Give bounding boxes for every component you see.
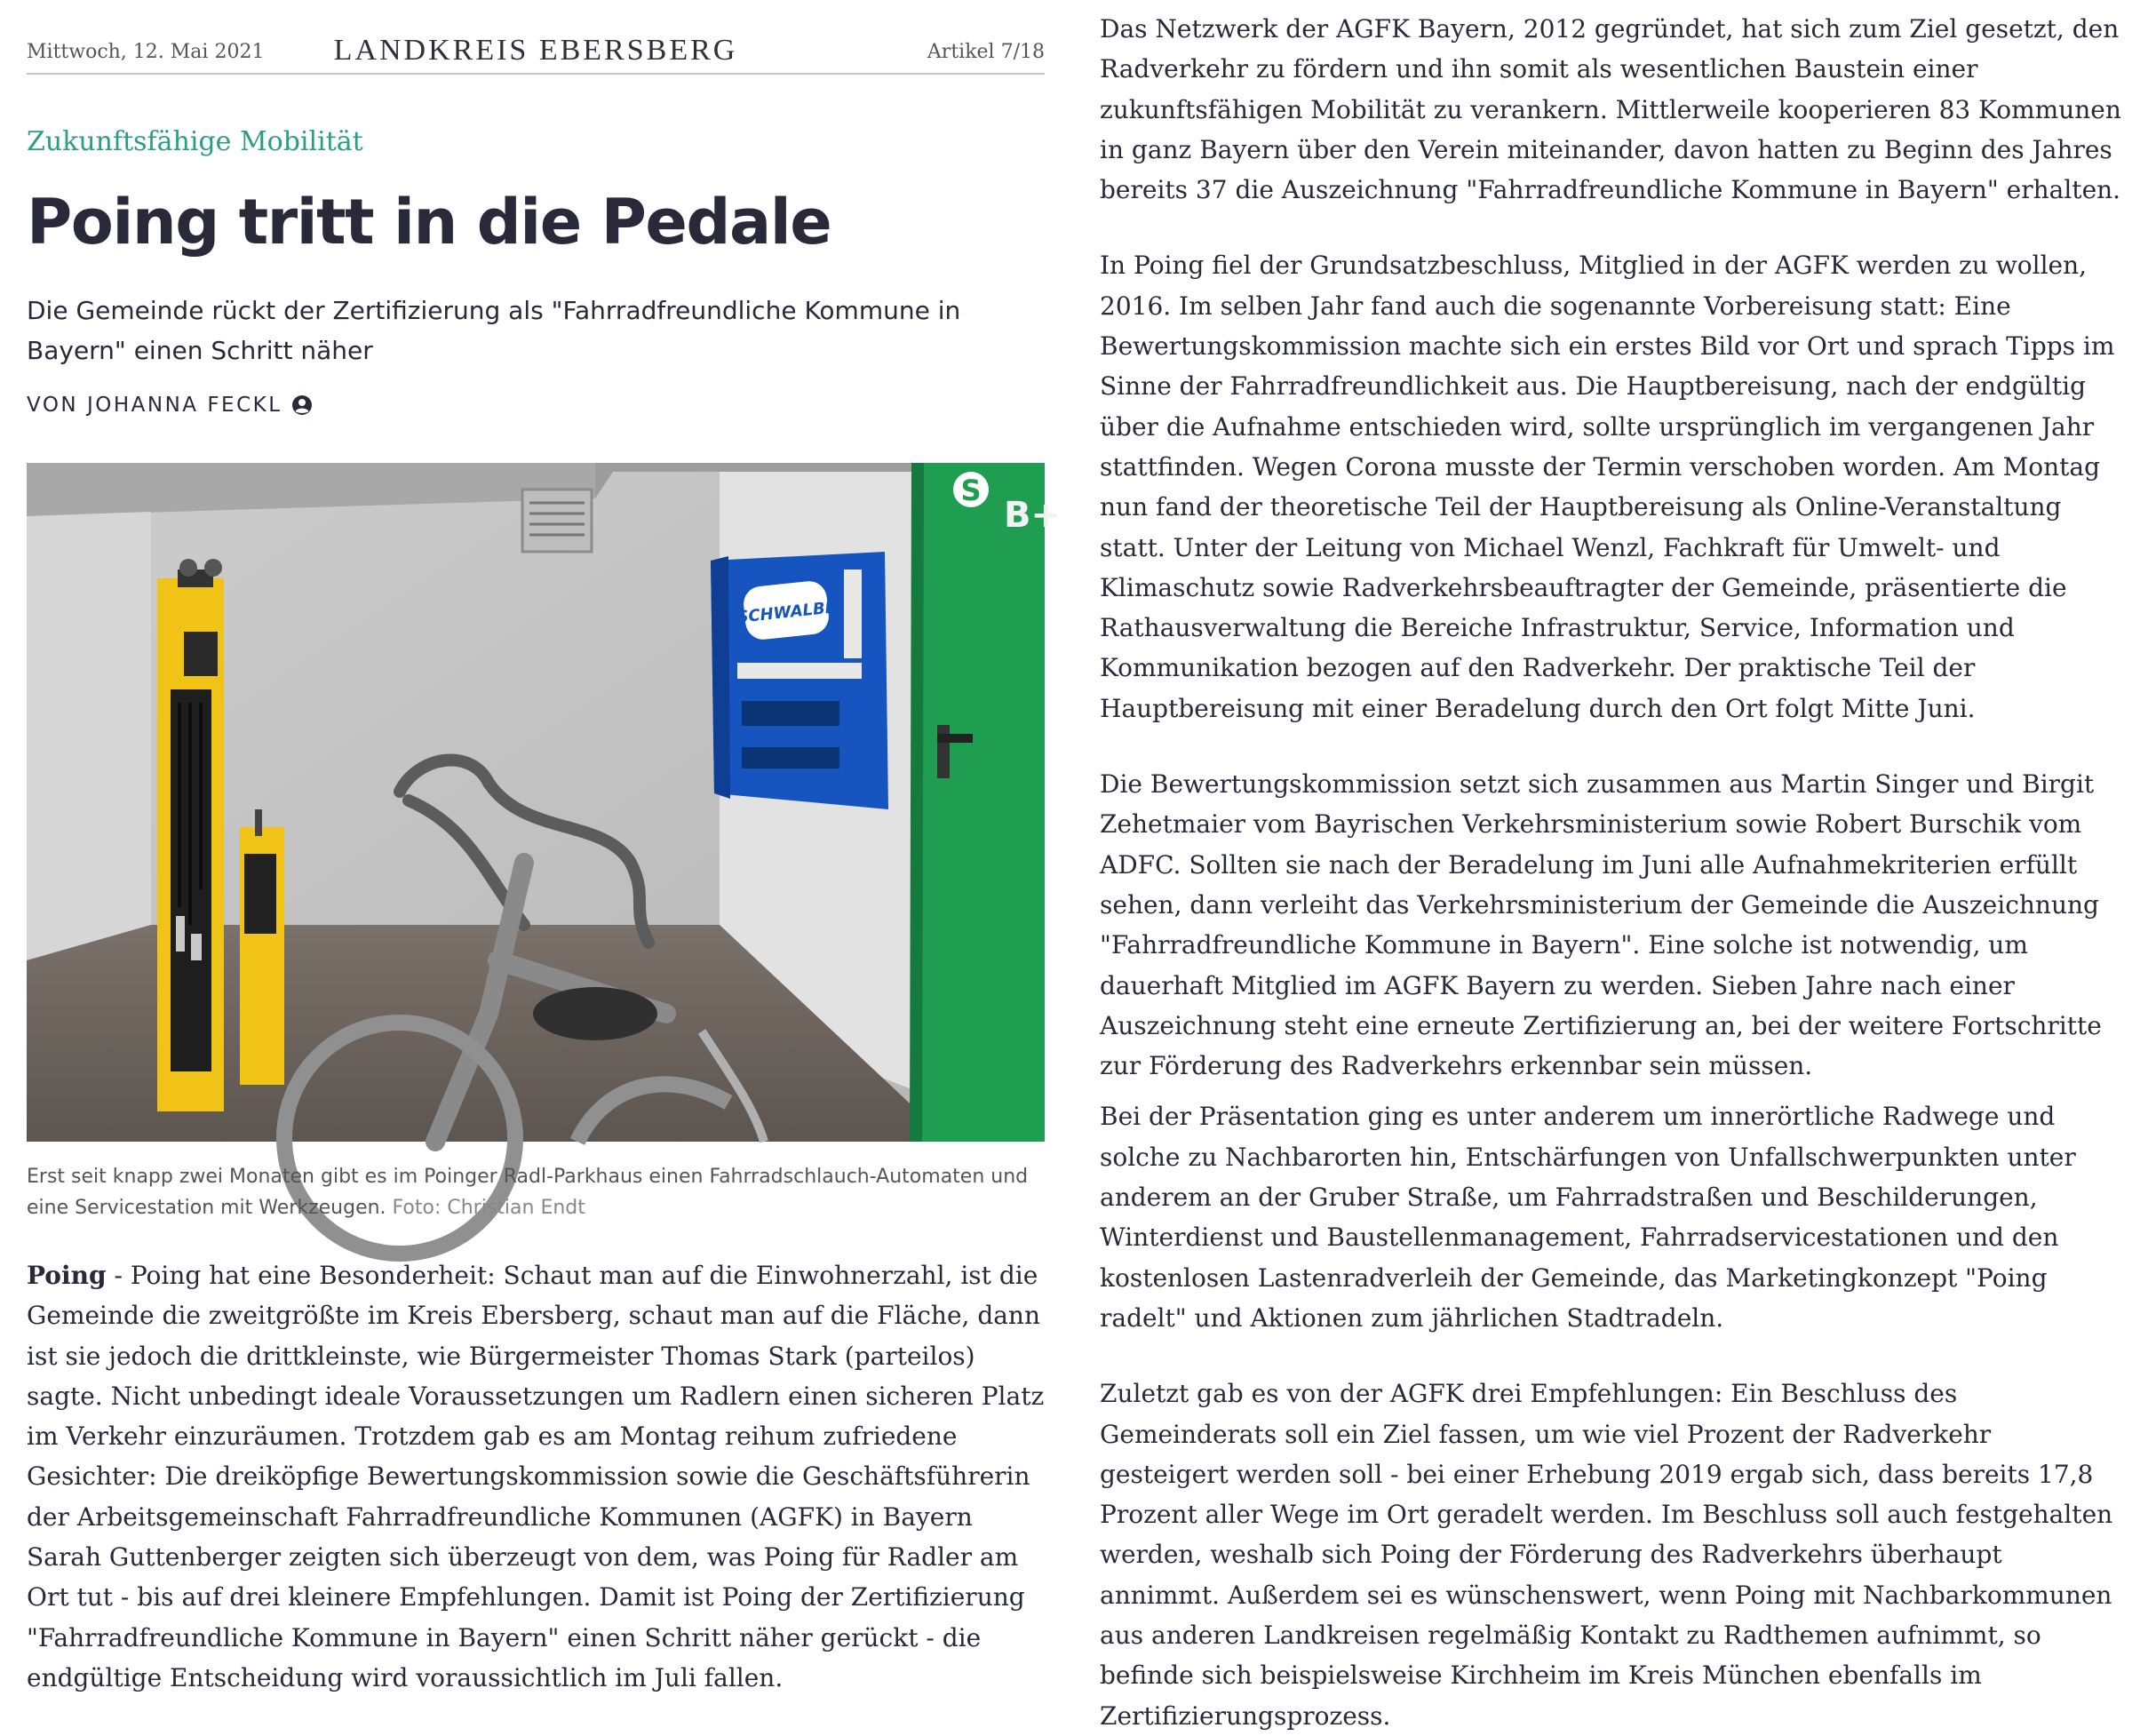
door-label: B+ xyxy=(1004,495,1062,536)
body-paragraph: Das Netzwerk der AGFK Bayern, 2012 gegründet, hat sich zum Ziel gesetzt, den Radverkehr zu fördern und ihn somit als wesentlichen Baustein einer zukunftsfähigen Mobilität zu verankern. Mittlerweile kooperieren 83 Kommunen in ganz Bayern über den Verein miteinander, davon hatten zu Beginn des Jahres bereits 37 die Auszeichnung "Fahrradfreundliche Kommune in Bayern" erhalten. xyxy=(1100,14,2121,205)
photo-credit: Foto: Christian Endt xyxy=(392,1197,585,1219)
s-bahn-sign: S xyxy=(960,474,982,507)
author-name: VON JOHANNA FECKL xyxy=(27,394,282,417)
photo-caption xyxy=(27,1161,1045,1223)
user-circle-icon[interactable] xyxy=(291,394,313,416)
article-left-column xyxy=(27,0,1062,1698)
body-paragraph: Bei der Präsentation ging es unter anderem um innerörtliche Radwege und solche zu Nachbarorten hin, Entschärfungen von Unfallschwerpunkten unter anderem an der Gruber Straße, um Fahrradstraßen und Beschilderungen, Winterdienst und Baustellenmanagement, Fahrradservicestationen und den kostenlosen Lastenradverleih der Gemeinde, das Marketingkonzept "Poing radelt" und Aktionen zum jährlichen Stadtradeln. xyxy=(1100,1102,2076,1333)
machine-brand: SCHWALBE xyxy=(736,598,837,627)
masthead xyxy=(27,0,1045,75)
lead-paragraph xyxy=(27,1255,1045,1698)
body-paragraph: Die Bewertungskommission setzt sich zusammen aus Martin Singer und Birgit Zehetmaier vom Bayrischen Verkehrsministerium sowie Robert Burschik vom ADFC. Sollten sie nach der Beradelung im Juni alle Aufnahmekriterien erfüllt sehen, dann verleiht das Verkehrsministerium der Gemeinde die Auszeichnung "Fahrradfreundliche Kommune in Bayern". Eine solche ist notwendig, um dauerhaft Mitglied im AGFK Bayern zu werden. Sieben Jahre nach einer Auszeichnung steht eine erneute Zertifizierung an, bei der weitere Fortschritte zur Förderung des Radverkehrs erkennbar sein müssen. xyxy=(1100,769,2102,1081)
article-right-column xyxy=(1100,0,2121,1736)
article-counter: Artikel 7/18 xyxy=(927,41,1045,63)
caption-text: Erst seit knapp zwei Monaten gibt es im Poinger Radl-Parkhaus einen Fahrradschlauch-Automaten und eine Servicestation mit Werkzeugen. xyxy=(27,1166,1029,1219)
body-paragraph: Zuletzt gab es von der AGFK drei Empfehlungen: Ein Beschluss des Gemeinderats soll ein Ziel fassen, um wie viel Prozent der Radverkehr gesteigert werden soll - bei einer Erhebung 2019 ergab sich, dass bereits 17,8 Prozent aller Wege im Ort geradelt werden. Im Beschluss soll auch festgehalten werden, weshalb sich Poing der Förderung des Radverkehrs überhaupt annimmt. Außerdem sei es wünschenswert, wenn Poing mit Nachbarkommunen aus anderen Landkreisen regelmäßig Kontakt zu Radthemen aufnimmt, so befinde sich beispielsweise Kirchheim im Kreis München ebenfalls im Zertifizierungsprozess. xyxy=(1100,1379,2113,1731)
section-title: LANDKREIS EBERSBERG xyxy=(333,34,738,67)
article-kicker: Zukunftsfähige Mobilität xyxy=(27,126,363,157)
article-headline: Poing tritt in die Pedale xyxy=(27,186,831,259)
article-photo xyxy=(27,463,1062,1142)
article-teaser: Die Gemeinde rückt der Zertifizierung als "Fahrradfreundliche Kommune in Bayern" einen Schritt näher xyxy=(27,296,961,365)
author-byline[interactable] xyxy=(27,394,1045,417)
body-paragraph: In Poing fiel der Grundsatzbeschluss, Mitglied in der AGFK werden zu wollen, 2016. Im selben Jahr fand auch die sogenannte Vorbereisung statt: Eine Bewertungskommission machte sich ein erstes Bild vor Ort und sprach Tipps im Sinne der Fahrradfreundlichkeit aus. Die Hauptbereisung, nach der endgültig über die Aufnahme entschieden wird, sollte ursprünglich im vergangenen Jahr stattfinden. Wegen Corona musste der Termin verschoben worden. Am Montag nun fand der theoretische Teil der Hauptbereisung als Online-Veranstaltung statt. Unter der Leitung von Michael Wenzl, Fachkraft für Umwelt- und Klimaschutz sowie Radverkehrsbeauftragter der Gemeinde, präsentierte die Rathausverwaltung die Bereiche Infrastruktur, Service, Information und Kommunikation bezogen auf den Radverkehr. Der praktische Teil der Hauptbereisung mit einer Beradelung durch den Ort folgt Mitte Juni. xyxy=(1100,251,2115,723)
lead-text: - Poing hat eine Besonderheit: Schaut man auf die Einwohnerzahl, ist die Gemeinde die zweitgrößte im Kreis Ebersberg, schaut man auf die Fläche, dann ist sie jedoch die drittkleinste, wie Bürgermeister Thomas Stark (parteilos) sagte. Nicht unbedingt ideale Voraussetzungen um Radlern einen sicheren Platz im Verkehr einzuräumen. Trotzdem gab es am Montag reihum zufriedene Gesichter: Die dreiköpfige Bewertungskommission sowie die Geschäftsführerin der Arbeitsgemeinschaft Fahrradfreundliche Kommunen (AGFK) in Bayern Sarah Guttenberger zeigten sich überzeugt von dem, was Poing für Radler am Ort tut - bis auf drei kleinere Empfehlungen. Damit ist Poing der Zertifizierung "Fahrradfreundliche Kommune in Bayern" einen Schritt näher gerückt - die endgültige Entscheidung wird voraussichtlich im Juli fallen. xyxy=(27,1261,1045,1692)
dateline: Poing xyxy=(27,1261,107,1290)
issue-date: Mittwoch, 12. Mai 2021 xyxy=(27,41,265,63)
